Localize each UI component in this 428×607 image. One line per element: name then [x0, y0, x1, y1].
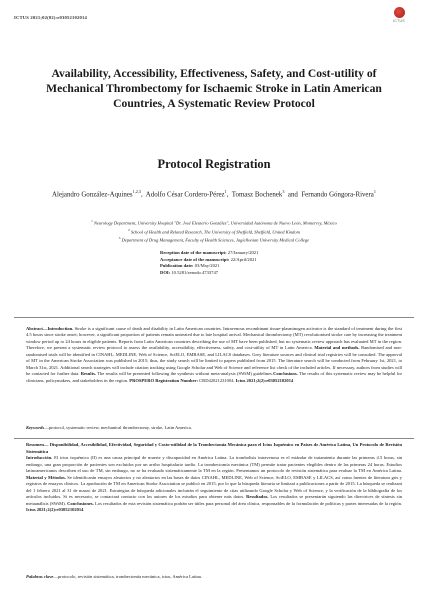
published-date	[160, 263, 380, 270]
affiliation	[20, 218, 408, 227]
abstract-results-head: Results.	[80, 371, 96, 377]
affiliation-text: Department of Drug Management, Faculty of Health Sciences, Jagiellonian University Medical College	[121, 237, 310, 243]
palabras-text: —protocolo, revisión sistemática, trombectomía mecánica, ictus, América Latina.	[53, 574, 202, 579]
resumen-citation: Ictus 2021;2(2):e03052102014	[26, 507, 84, 512]
resumen-conclusions-text: Los resultados de esta revisión sistemática podrán ser útiles para personal del área clínica, responsables de la formulación de políticas y partes interesadas de la región.	[93, 500, 402, 506]
author-affil-ref: 3	[282, 189, 285, 194]
resumen-methods-text: Se identificarán ensayos aleatorios y no aleatorios en las bases de datos CINAHL, MEDLINE, Web of Science, SciELO, EMBASE y LILACS, así como fuentes de literatura gris y registros de ensayos clínicos. La aprobación de TM en American Stroke Association se publicó en 2015, por lo que la búsqueda literaria se limitará a publicaciones a partir de 2015. La búsqueda se realizará del 1 febrero 2021 al 31 de marzo de 2021. Estrategias de búsqueda adicionales incluirán el seguimiento de citas utilizando Google Scholar y Web of Science, y la verificación de la bibliografía de los artículos incluidos. Si es necesario, se contactará contacto con los autores de los estudios para obtener más datos.	[26, 474, 402, 499]
affiliation-number: 3	[118, 236, 121, 241]
received-label: Reception date of the manuscript:	[160, 250, 227, 255]
accepted-label: Acceptance date of the manuscript:	[160, 256, 230, 262]
accepted-date	[160, 257, 380, 264]
abstract-methods-head: Material and methods.	[314, 345, 360, 351]
paper-title: Availability, Accessibility, Effectiveness, Safety, and Cost-utility of Mechanical Thrombectomy for Ischaemic Stroke in Latin American Countries, A Systematic Review Protocol	[46, 67, 382, 111]
abstract-citation: Ictus 2021;2(2):e03052102014	[235, 377, 294, 383]
resumen-intro-text: El ictus isquémico (II) es una causa principal de muerte y discapacidad en América Latina. La trombolisis intravenosa es el estándar de tratamiento durante las primeras 4.5 horas, sin embargo, una gran proporción de pacientes son excluidos por un arribo hospitalario tardío. La trombectomía mecánica (TM) permite tratar pacientes elegibles dentro de las primeras 24 horas. Estudios latinoamericanos describen el uso de TM, sin embargo, no se ha evaluado sistemáticamente la TM en la región. Presentamos un protocolo de revisión sistemática para evaluar la TM en América Latina.	[26, 455, 402, 473]
manuscript-dates	[160, 250, 380, 276]
abstract-label: Abstract—	[26, 326, 48, 331]
divider	[14, 317, 414, 318]
doi	[160, 270, 380, 277]
keywords	[26, 425, 402, 431]
keywords-text: —protocol, systematic review, mechanical thrombectomy, stroke, Latin America.	[44, 425, 192, 430]
doi-link[interactable]: 10.5281/zenodo.4733747	[171, 269, 219, 275]
affiliation-number: 2	[128, 227, 130, 232]
resumen-intro-head: Introducción.	[26, 455, 53, 460]
resumen-conclusions-head: Conclusiones.	[67, 500, 94, 506]
ictus-logo-icon	[394, 7, 405, 18]
abstract	[26, 326, 402, 384]
abstract-methods-text: Randomised and non-randomised trials will be identified in CINAHL, MEDLINE, Web of Science, SciELO, EMBASE, and LILACS databases. Grey literature sources and clinical trial registries will be consulted. The approval of MT in the American Stroke Association was published in 2015; thus, the study search will be limited to papers published from 2015. The literature search will be conducted from February 1st, 2021, to March 31st, 2021. Additional search strategies will include citation tracking using Google Scholar and Web of Science and reference list check of the included articles. If necessary, authors from studies will be contacted for further data.	[26, 345, 402, 377]
abstract-conclusions-head: Conclusions.	[273, 371, 298, 377]
author-affil-ref: 1,2,3	[132, 189, 141, 194]
abstract-results-text: The results will be presented following the synthesis without meta-analysis (SWiM) guidelines.	[96, 371, 274, 377]
author-name: Alejandro González-Aquines	[52, 191, 133, 199]
affiliation-text: School of Health and Related Research, The University of Sheffield, Sheffield, United Kindom	[130, 229, 300, 235]
affiliation-number: 1	[91, 219, 93, 223]
published-value: 03/May/2021	[194, 263, 220, 269]
doi-label: DOI:	[160, 269, 171, 275]
resumen-results-text: Los resultados se presentarán siguiendo las directrices de síntesis sin metaanálisis (SWiM).	[26, 494, 402, 506]
affiliation	[20, 235, 408, 244]
affiliation-list	[20, 218, 408, 244]
resumen	[26, 442, 402, 514]
author-affil-ref: 1	[373, 189, 376, 194]
abstract-intro-text: Stroke is a significant cause of death and disability in Latin American countries. Intravenous recombinant tissue-plasminogen activator is the standard of treatment during the first 4.5 hours since stroke onset; however, a significant proportion of patients remain untreated due to late hospital arrival. Mechanical thrombectomy (MT) revolutionised stroke care by increasing the treatment window period up to 24 hours in eligible patients. Reports from Latin American countries describing the use of MT have been published, but no systematic review approach has evaluated MT in the region. Therefore, we present a systematic review protocol to assess the availability, accessibility, effectiveness, safety, and cost-utility of MT in Latin America.	[26, 326, 402, 351]
paper-subtitle: Protocol Registration	[157, 157, 271, 171]
running-head: ICTUS 2021;02(02):e03052102014	[14, 15, 87, 20]
author-list: Alejandro González-Aquines$^{1,2,3}$, Adolfo César Cordero-Pérez$^1$, Tomasz Bochenek$^3$ and Fernando Góngora-Rivera$^1$	[52, 189, 376, 199]
resumen-methods-head: Material y Métodos.	[26, 474, 66, 480]
published-label: Publication date:	[160, 263, 194, 269]
divider	[14, 438, 414, 439]
prospero-head: PROSPERO Registration Number:	[129, 377, 198, 383]
received-date	[160, 250, 380, 257]
keywords-label: Keywords	[26, 425, 45, 430]
author-name: Fernando Góngora-Rivera	[301, 191, 374, 199]
accepted-value: 22/April/2021	[230, 256, 257, 262]
author-affil-ref: 1	[224, 189, 227, 194]
author-name: Tomasz Bochenek	[231, 191, 283, 199]
resumen-label: Resumen—	[26, 442, 49, 447]
journal-logo	[384, 7, 414, 27]
abstract-conclusions-text: The results of this systematic review may be helpful for clinicians, policymakers, and stakeholders in the region.	[26, 371, 403, 383]
resumen-title: Disponibilidad, Accesibilidad, Efectividad, Seguridad y Costo-utilidad de la Trombectomía Mecánica para el Ictus Isquémico en Países de América Latina, Un Protocolo de Revisión Sistemática	[26, 442, 402, 454]
palabras-clave	[26, 574, 402, 580]
resumen-results-head: Resultados.	[246, 494, 269, 499]
palabras-label: Palabras clave	[26, 574, 54, 579]
author-name: Adolfo César Cordero-Pérez	[145, 191, 225, 199]
logo-text: ICTUS	[393, 19, 405, 23]
abstract-intro-head: Introduction.	[47, 326, 74, 331]
affiliation-text: Neurology Department, University Hospital "Dr. José Eleuterio González", Universidad Autónoma de Nuevo León, Monterrey, México	[93, 220, 337, 226]
affiliation	[20, 227, 408, 236]
prospero-number: CRD42021231004.	[198, 377, 236, 383]
author-conjunction: and	[287, 191, 298, 199]
received-value: 27/January/2021	[227, 250, 259, 255]
